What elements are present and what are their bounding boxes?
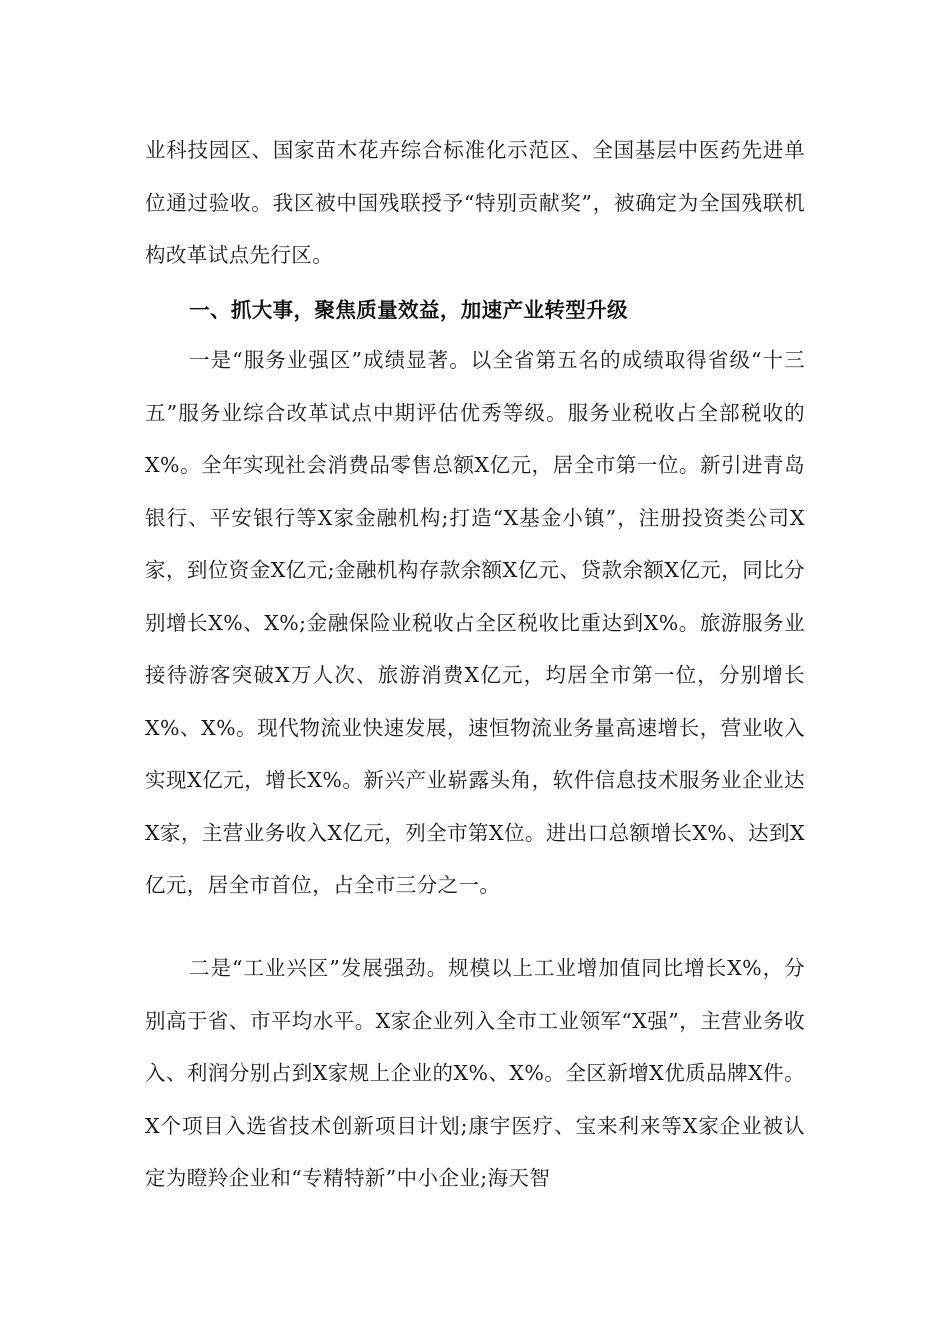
service-industry-paragraph: 一是“服务业强区”成绩显著。以全省第五名的成绩取得省级“十三五”服务业综合改革试点中期评估优秀等级。服务业税收占全部税收的X%。全年实现社会消费品零售总额X亿元，居全市第一位。新引进青岛银行、平安银行等X家金融机构;打造“X基金小镇”，注册投资类公司X家，到位资金X亿元;金融机构存款余额X亿元、贷款余额X亿元，同比分别增长X%、X%;金融保险业税收占全区税收比重达到X%。旅游服务业接待游客突破X万人次、旅游消费X亿元，均居全市第一位，分别增长X%、X%。现代物流业快速发展，速恒物流业务量高速增长，营业收入实现X亿元，增长X%。新兴产业崭露头角，软件信息技术服务业企业达X家，主营业务收入X亿元，列全市第X位。进出口总额增长X%、达到X亿元，居全市首位，占全市三分之一。 bbox=[145, 348, 805, 897]
section-heading: 一、抓大事，聚焦质量效益，加速产业转型升级 bbox=[189, 298, 628, 322]
intro-continuation-paragraph: 业科技园区、国家苗木花卉综合标准化示范区、全国基层中医药先进单位通过验收。我区被中国残联授予“特别贡献奖”，被确定为全国残联机构改革试点先行区。 bbox=[145, 138, 805, 267]
industry-paragraph: 二是“工业兴区”发展强劲。规模以上工业增加值同比增长X%，分别高于省、市平均水平。X家企业列入全市工业领军“X强”，主营业务收入、利润分别占到X家规上企业的X%、X%。全区新增X优质品牌X件。X个项目入选省技术创新项目计划;康宇医疗、宝来利来等X家企业被认定为瞪羚企业和“专精特新”中小企业;海天智 bbox=[145, 956, 805, 1190]
